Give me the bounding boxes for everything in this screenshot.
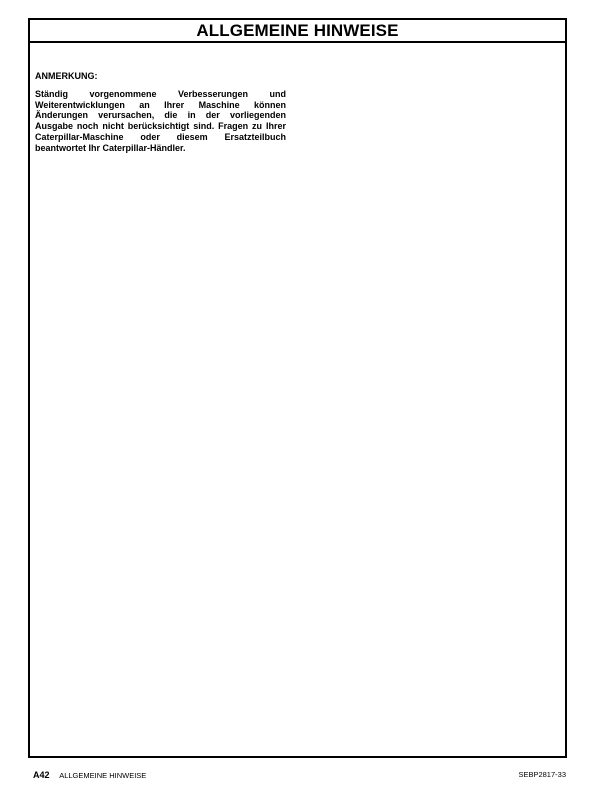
page-title: ALLGEMEINE HINWEISE [196,21,399,40]
page-footer [33,768,566,782]
title-bar [30,20,565,43]
page-frame [28,18,567,758]
note-block [35,71,286,153]
note-body: Ständig vorgenommene Verbesserungen und Weiterentwicklungen an Ihrer Maschine können Änderungen verursachen, die in der vorliegenden Ausgabe noch nicht berücksichtigt sind. Fragen zu Ihrer Caterpillar-Maschine oder diesem Ersatzteilbuch beantwortet Ihr Caterpillar-Händler. [35,89,286,153]
note-heading: ANMERKUNG: [35,71,98,81]
footer-section-title: ALLGEMEINE HINWEISE [59,771,147,780]
footer-page-number: A42 [33,770,50,780]
footer-document-id: SEBP2817-33 [518,770,566,779]
